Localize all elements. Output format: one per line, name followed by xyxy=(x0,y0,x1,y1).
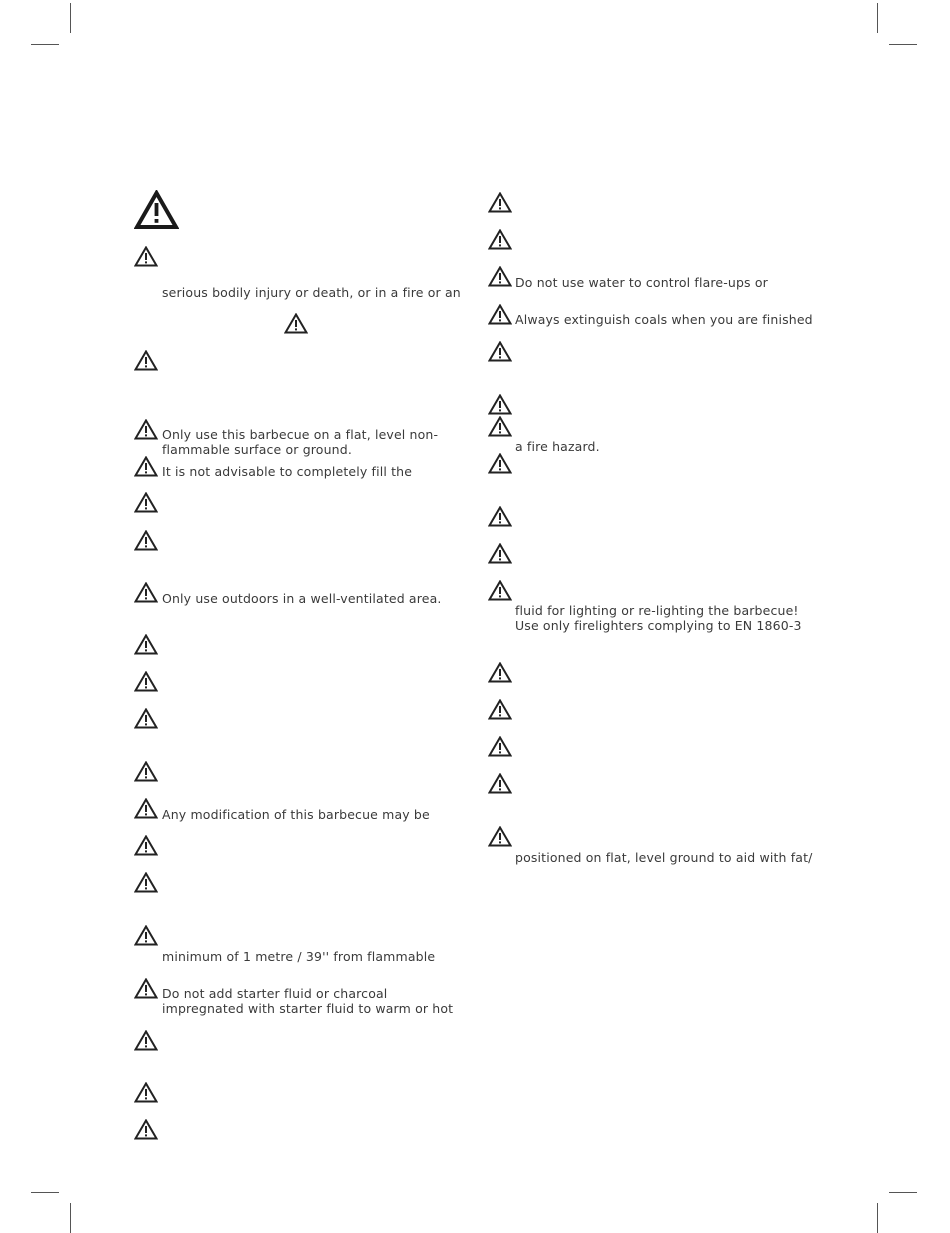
warning-text: Any modification of this barbecue may be xyxy=(162,807,430,822)
warning-triangle-icon xyxy=(488,394,512,415)
warning-triangle-icon xyxy=(488,543,512,564)
warning-triangle-icon xyxy=(134,761,158,782)
crop-mark-bottom-right-vertical xyxy=(877,1203,878,1233)
warning-triangle-icon xyxy=(488,662,512,683)
warning-triangle-icon xyxy=(134,530,158,551)
warning-text: It is not advisable to completely fill the xyxy=(162,464,413,479)
warning-text: positioned on flat, level ground to aid with fat/ xyxy=(515,850,813,865)
warning-triangle-icon xyxy=(284,313,308,334)
warning-text: Do not use water to control flare-ups or xyxy=(515,275,768,290)
crop-mark-top-left-vertical xyxy=(70,3,71,33)
warning-triangle-icon xyxy=(488,416,512,437)
warning-triangle-icon xyxy=(134,246,158,267)
warning-triangle-icon xyxy=(488,580,512,601)
warning-triangle-icon xyxy=(488,826,512,847)
warning-triangle-icon xyxy=(488,699,512,720)
warning-triangle-icon xyxy=(488,304,512,325)
crop-mark-top-left-horizontal xyxy=(31,44,59,45)
warning-text: minimum of 1 metre / 39'' from flammable xyxy=(162,949,436,964)
crop-mark-bottom-left-horizontal xyxy=(31,1192,59,1193)
warning-triangle-icon xyxy=(134,492,158,513)
warning-triangle-icon xyxy=(134,634,158,655)
warning-triangle-icon xyxy=(488,341,512,362)
crop-mark-top-right-horizontal xyxy=(889,44,917,45)
warning-text: Use only firelighters complying to EN 1860-3 xyxy=(515,618,802,633)
warning-text: Do not add starter fluid or charcoal xyxy=(162,986,388,1001)
crop-mark-top-right-vertical xyxy=(877,3,878,33)
warning-text: Always extinguish coals when you are finished xyxy=(515,312,813,327)
warning-triangle-icon xyxy=(134,798,158,819)
warning-triangle-icon xyxy=(488,266,512,287)
warning-triangle-icon xyxy=(134,419,158,440)
warning-triangle-icon xyxy=(134,872,158,893)
warning-triangle-icon xyxy=(488,773,512,794)
warning-triangle-icon xyxy=(134,835,158,856)
warning-text: flammable surface or ground. xyxy=(162,442,352,457)
warning-triangle-icon xyxy=(134,1082,158,1103)
warning-triangle-icon xyxy=(488,229,512,250)
warning-triangle-icon xyxy=(134,582,158,603)
warning-triangle-icon xyxy=(488,192,512,213)
warning-text: Only use this barbecue on a flat, level non- xyxy=(162,427,439,442)
warning-triangle-icon xyxy=(488,506,512,527)
warning-triangle-icon xyxy=(134,708,158,729)
warning-text: Only use outdoors in a well-ventilated area. xyxy=(162,591,442,606)
warning-triangle-icon xyxy=(134,1030,158,1051)
crop-mark-bottom-right-horizontal xyxy=(889,1192,917,1193)
warning-triangle-icon xyxy=(488,453,512,474)
warning-triangle-icon xyxy=(134,1119,158,1140)
warning-text: impregnated with starter fluid to warm or hot xyxy=(162,1001,454,1016)
warning-triangle-icon xyxy=(488,736,512,757)
warning-text: fluid for lighting or re-lighting the barbecue! xyxy=(515,603,799,618)
warning-triangle-icon xyxy=(134,925,158,946)
warning-triangle-icon xyxy=(134,671,158,692)
warning-text: a fire hazard. xyxy=(515,439,600,454)
warning-text: serious bodily injury or death, or in a fire or an xyxy=(162,285,461,300)
crop-mark-bottom-left-vertical xyxy=(70,1203,71,1233)
warning-triangle-icon xyxy=(134,456,158,477)
warning-triangle-icon xyxy=(134,190,179,230)
warning-triangle-icon xyxy=(134,350,158,371)
warning-triangle-icon xyxy=(134,978,158,999)
